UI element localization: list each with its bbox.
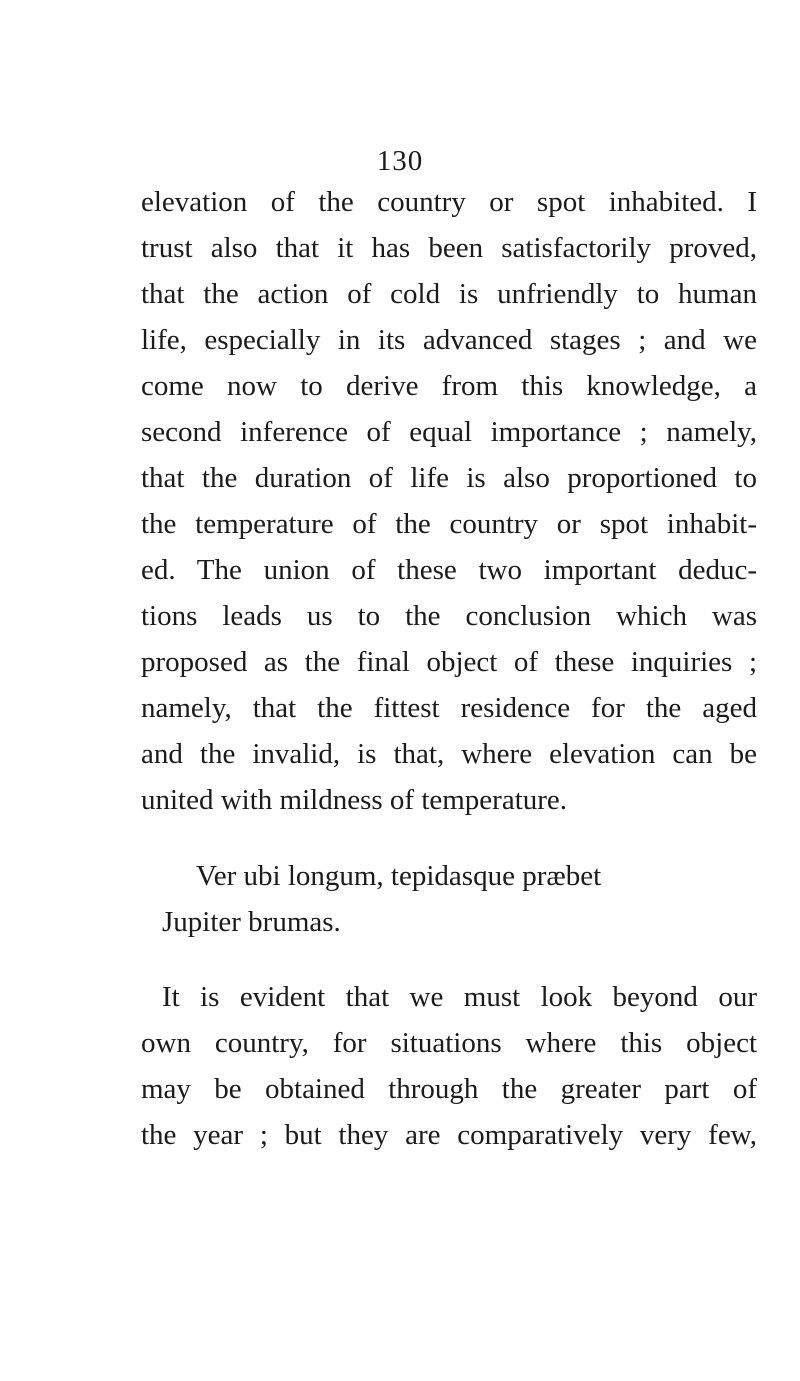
text-line: come now to derive from this knowledge, a [141,370,757,402]
text-line: own country, for situations where this object [141,1027,757,1059]
text-line: proposed as the final object of these inquiries ; [141,646,757,678]
text-line: the temperature of the country or spot inhabit- [141,508,757,540]
text-line: may be obtained through the greater part of [141,1073,757,1105]
quotation-line: Ver ubi longum, tepidasque præbet [196,860,602,892]
text-line: life, especially in its advanced stages ; and we [141,324,757,356]
text-line: the year ; but they are comparatively very few, [141,1119,757,1151]
text-line: ed. The union of these two important deduc- [141,554,757,586]
text-line: that the duration of life is also proportioned to [141,462,757,494]
page-number: 130 [376,145,424,177]
quotation-line: Jupiter brumas. [162,906,341,938]
text-line: elevation of the country or spot inhabited. I [141,186,757,218]
text-line: It is evident that we must look beyond our [162,981,757,1013]
text-line: united with mildness of temperature. [141,784,568,816]
text-line: and the invalid, is that, where elevation can be [141,738,757,770]
text-line: that the action of cold is unfriendly to human [141,278,757,310]
text-line: tions leads us to the conclusion which was [141,600,757,632]
text-line: trust also that it has been satisfactorily proved, [141,232,757,264]
text-line: second inference of equal importance ; namely, [141,416,757,448]
text-line: namely, that the fittest residence for the aged [141,692,757,724]
